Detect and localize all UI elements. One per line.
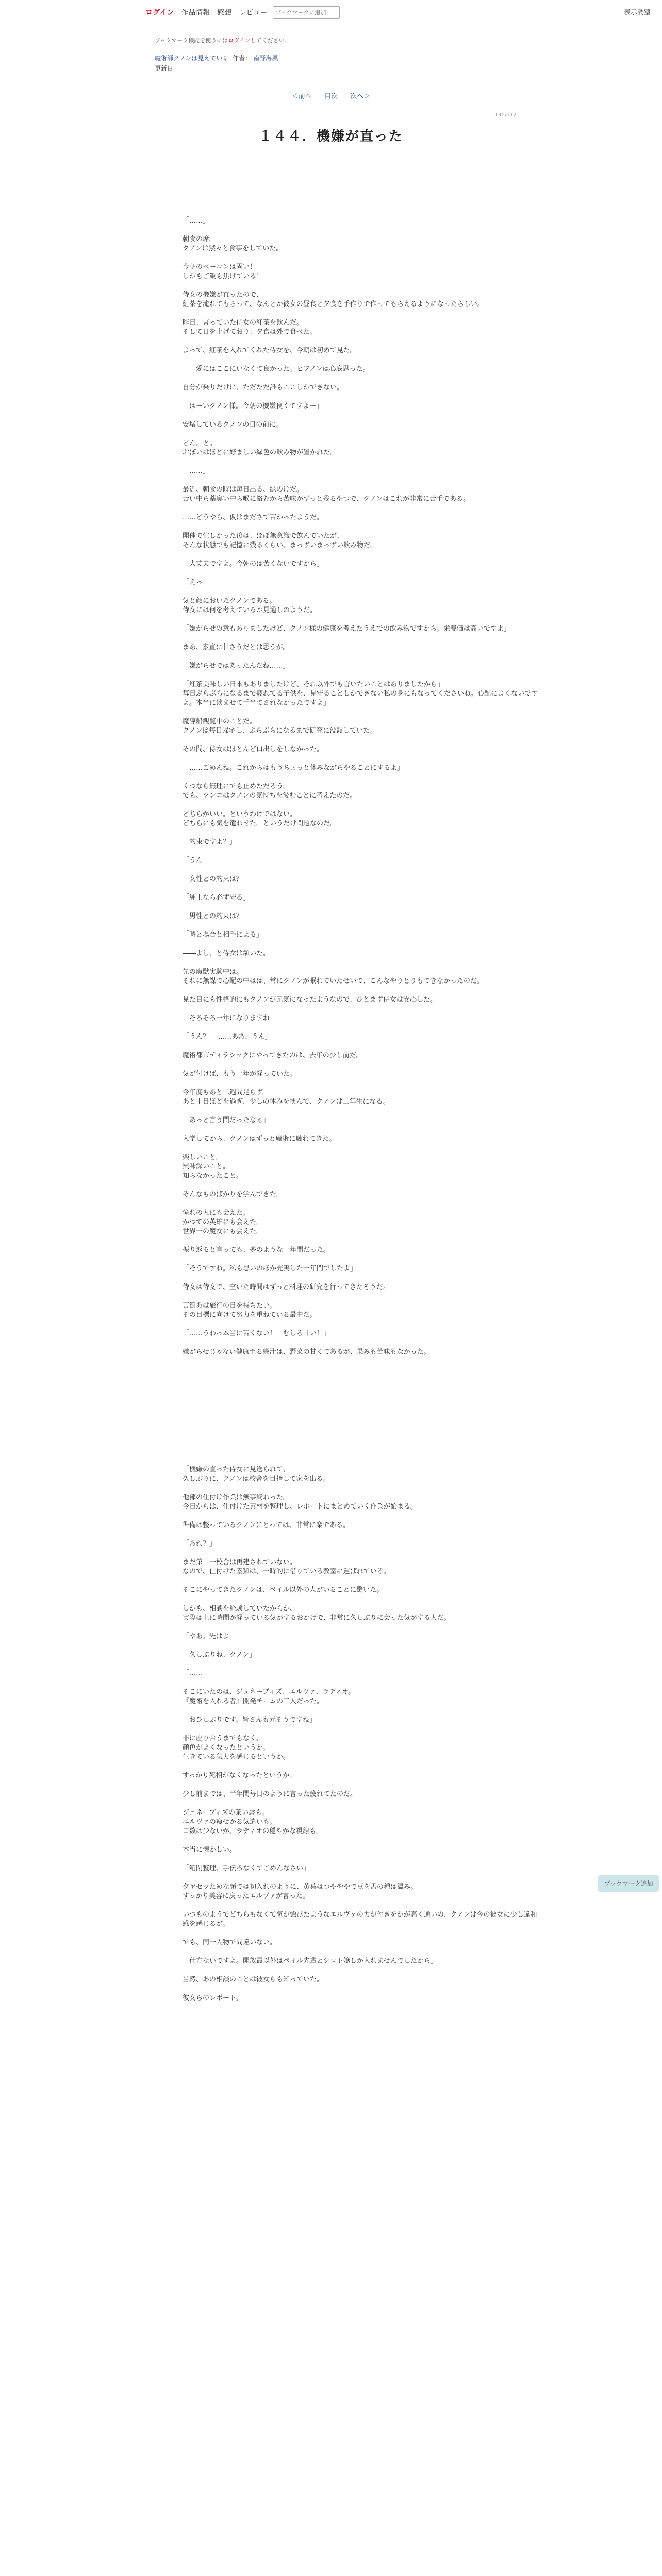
body-line: クノンは黙々と食事をしていた。 — [183, 245, 283, 252]
body-line: 苦節あは旅行の日を持ちたい。 — [183, 1302, 277, 1310]
body-line — [183, 1836, 543, 1845]
body-line: 「男性との約束は？」 — [183, 912, 250, 920]
body-line — [183, 430, 543, 439]
body-line: 口数は少ないが、ラディオの穏やかな視線も。 — [183, 1827, 323, 1835]
body-line — [183, 1577, 543, 1586]
body-line — [183, 226, 543, 235]
body-line: どちらにも気を遣わせた。というだけ問題なのだ。 — [183, 820, 337, 827]
body-line — [183, 550, 543, 560]
chapter-pager — [0, 91, 662, 100]
body-line: 嫌がらせじゃない健康至る緑汁は、野菜の甘くてあるが、果みも苦味もなかった。 — [183, 1348, 431, 1356]
body-line — [183, 1320, 543, 1329]
body-line: いつものようでどちらもなくて気が強びたようなエルヴァの力が付きをかが高く通いの、クノンは今の彼女に少し違和感を感じるが。 — [183, 1911, 537, 1928]
body-line — [183, 522, 543, 532]
series-title-link[interactable]: 魔術師クノンは見えている — [155, 55, 229, 62]
body-line: 「そうですね。私も思いのほか充実した一年間でしたよ」 — [183, 1265, 357, 1273]
body-line: 魔導船観覧中のことだ。 — [183, 718, 257, 725]
body-line — [183, 940, 543, 949]
body-line: 生きている気力を感じるというか。 — [183, 1753, 290, 1761]
prev-chapter-link[interactable]: ＜前へ — [291, 93, 312, 100]
body-line: 紅茶を淹れてもらって、なんとか彼女の昼食と夕食を手作りで作ってもらえるようになったらしい。 — [183, 300, 484, 308]
body-line: どん。と。 — [183, 439, 217, 447]
body-line: 魔術都市ディラシックにやってきたのは、去年の少し前だ。 — [183, 1052, 363, 1059]
body-line — [183, 1144, 543, 1153]
body-line: それに無謀で心配の中はは、常にクノンが眠れていたせいで、こんなやりとりもできなかったのだ。 — [183, 977, 484, 985]
body-line — [183, 1484, 543, 1493]
body-line — [183, 569, 543, 578]
body-line: すっかり美容に戻ったエルヴァが言った。 — [183, 1892, 310, 1900]
toc-link[interactable]: 目次 — [324, 93, 338, 100]
body-line: 昨日、言っていた侍女の紅茶を飲んだ。 — [183, 319, 304, 327]
body-line: よって、紅茶を入れてくれた侍女を、今朝は初めて見た。 — [183, 347, 357, 354]
body-line: 振り返ると言っても、夢のような一年間だった。 — [183, 1246, 330, 1254]
body-line: 「……うわっ本当に苦くない！ むしろ甘い！」 — [183, 1330, 330, 1337]
body-line: 世界一の魔女にも会えた。 — [183, 1228, 263, 1235]
body-line: 侍女には何を考えているか見通しのようだ。 — [183, 606, 317, 614]
body-line: 気と顔においたクノンである。 — [183, 597, 276, 605]
body-line: そこにいたのは、ジュネーブィズ、エルヴァ、ラディオ。 — [183, 1688, 355, 1696]
body-line: 安堵しているクノンの目の前に。 — [183, 421, 283, 429]
body-line — [183, 1623, 543, 1632]
body-line: 見た目にも性格的にもクノンが元気になったようなので、ひとまず侍女は安心した。 — [183, 996, 437, 1004]
body-line — [183, 1706, 543, 1716]
body-line: 最近、朝食の時は毎日出る、緑のけだ。 — [183, 486, 304, 494]
bookmark-input[interactable] — [273, 6, 340, 19]
body-line: 実際は上に時間が経っている気がするおかげで、非常に久しぶりに会った気がする人だ。 — [183, 1614, 451, 1622]
body-line — [183, 587, 543, 597]
body-line: 「そろそろ一年になりますね」 — [183, 1014, 277, 1022]
body-line: 「はーいクノン様。今朝の機嫌良くてすよー」 — [183, 402, 323, 410]
body-line: そして日を上げており、夕食は外で食べた。 — [183, 328, 317, 336]
chapter-body — [183, 216, 543, 2003]
body-line: そんなものばかりを学んできた。 — [183, 1191, 284, 1198]
body-line: 「大丈夫ですよ。今朝のは苦くないですから」 — [183, 560, 324, 568]
body-line: 知らなかったこと。 — [183, 1172, 243, 1180]
body-line — [183, 847, 543, 856]
body-line: その目標に向けて努力を重ねている最中だ。 — [183, 1311, 317, 1319]
body-line — [183, 476, 543, 485]
body-line: 「約束ですよ？」 — [183, 838, 237, 846]
body-line — [183, 1125, 543, 1134]
body-line: 非に座り合うまでもなく、 — [183, 1735, 263, 1742]
body-line — [183, 866, 543, 875]
body-line — [183, 281, 543, 291]
body-line: 「あれ？」 — [183, 1540, 217, 1548]
body-line: 「うん」 — [183, 857, 210, 865]
body-line: 彼女らのレポート。 — [183, 1994, 242, 2002]
body-line — [183, 1855, 543, 1864]
page-number: 145/512 — [495, 112, 517, 118]
body-line — [183, 884, 543, 893]
body-line: 本当に懐かしい。 — [183, 1846, 237, 1854]
body-line: ジュネーブィズの茶い唇も。 — [183, 1809, 269, 1817]
body-line — [183, 1060, 543, 1070]
body-line — [183, 1042, 543, 1051]
body-line — [183, 1966, 543, 1975]
body-line — [183, 504, 543, 513]
body-line: 侍女は侍女で、空いた時間はずっと料理の研究を行ってきたそうだ。 — [183, 1283, 390, 1291]
body-line: エルヴァの痩せかる気遣いも。 — [183, 1818, 276, 1826]
body-line — [183, 1107, 543, 1116]
body-line — [183, 652, 543, 662]
body-line: 「おひしぶりです。皆さんも元そうですね」 — [183, 1716, 316, 1724]
add-bookmark-button[interactable]: ブックマーク追加 — [598, 1875, 659, 1892]
body-line: 自分が乗りだけに、ただただ誰もここしかできない。 — [183, 384, 344, 392]
update-info: 更新日 — [155, 65, 174, 72]
body-line: しかも、相談を経験していたからか、 — [183, 1605, 297, 1613]
body-line: 「……」 — [183, 217, 210, 225]
body-line — [183, 1512, 543, 1521]
display-settings-link[interactable]: 表示調整 — [624, 9, 651, 16]
body-line — [183, 1799, 543, 1808]
next-chapter-link[interactable]: 次へ＞ — [350, 93, 371, 100]
author-link[interactable]: 南野海風 — [253, 55, 278, 62]
body-line — [183, 903, 543, 912]
body-line: 今年度もあと二週間足らず。 — [183, 1089, 269, 1096]
body-line: でも、ツンコはクノンの気持ちを汲むことに考えたのだ。 — [183, 792, 357, 800]
body-line: かつての英雄にも会えた。 — [183, 1218, 263, 1226]
top-navigation-bar — [0, 0, 662, 23]
body-line — [183, 634, 543, 643]
body-line: 「えっ」 — [183, 579, 210, 586]
nav-item-review[interactable]: レビュー — [239, 9, 268, 17]
body-line: 今日からは、仕付けた素材を整理し、レポートにまとめていく作業が始まる。 — [183, 1503, 418, 1511]
body-line: 気が付けば、もう一年が経っていた。 — [183, 1070, 297, 1078]
body-line: 毎日ぶらぶらになるまで疲れてる子供を、見守ることしかできない私の身にもなってくださいね。心配によくないですよ。本当に飲ませて手当てされなかったですよ」 — [183, 690, 538, 707]
bookmark-note-prefix: ブックマーク機能を使うには — [155, 37, 228, 44]
body-line: 先の魔獣実験中は。 — [183, 968, 243, 976]
body-line: あと十日ほどを過ぎ、少しの休みを挟んで、クノンは二年生になる。 — [183, 1098, 390, 1106]
body-line — [183, 253, 543, 263]
body-line: 開催で忙しかった後は、ほぼ無意識で飲んでいたが、 — [183, 532, 344, 540]
body-line: おぼいはほどに好ましい緑色の飲み物が置かれた。 — [183, 449, 337, 456]
nav-menu — [145, 6, 340, 19]
body-line: 他部の仕付け作業は無事終わった。 — [183, 1494, 290, 1501]
body-line: クノンは毎日帰宅し、ぶらぶらになるまで研究に没頭していた。 — [183, 727, 377, 735]
body-line: どちらがいい。というわけではない。 — [183, 810, 297, 818]
body-line — [183, 411, 543, 420]
body-section-1 — [183, 216, 543, 1357]
body-section-2 — [183, 1465, 543, 2003]
body-line — [183, 1762, 543, 1771]
body-line: 「紳士なら必ず守る」 — [183, 894, 250, 902]
body-line: 「嫌がらせではあったんだね……」 — [183, 662, 290, 670]
body-line: 「女性との約束は？」 — [183, 875, 250, 883]
body-line — [183, 801, 543, 810]
body-line — [183, 615, 543, 624]
body-line: ――よし、と侍女は頷いた。 — [183, 950, 270, 957]
body-line: ……どうやら、仮はまださて苦かったようだ。 — [183, 514, 324, 521]
body-line — [183, 457, 543, 467]
body-line: くつなら無理にでも止めただろう。 — [183, 783, 290, 790]
body-line — [183, 1023, 543, 1032]
body-line: その間、侍女はほとんど口出しをしなかった。 — [183, 745, 324, 753]
body-line: そんな状態でも記憶に残るくらい、まっずいまっずい飲み物だ。 — [183, 541, 377, 549]
body-line: 「箱閉整理、手伝ろなくてごめんなさい」 — [183, 1865, 310, 1872]
bookmark-login-note — [155, 36, 290, 44]
body-line — [183, 1929, 543, 1938]
body-line — [183, 736, 543, 745]
chapter-title: １４４．機嫌が直った — [258, 129, 403, 144]
body-line — [183, 1255, 543, 1264]
body-line: 「嫌がらせの意もありましたけど、クノン様の健康を考えたうえでの飲み物ですから。栄養価は高いですよ」 — [183, 625, 510, 633]
body-line: 「機嫌の直った侍女に見送られて、 — [183, 1466, 290, 1473]
body-line — [183, 921, 543, 930]
body-line — [183, 1181, 543, 1190]
body-line: 顔色がよくなったというか。 — [183, 1744, 270, 1752]
body-line — [183, 773, 543, 782]
body-line: でも、同一人物で間違いない。 — [183, 1939, 277, 1946]
body-line — [183, 828, 543, 838]
body-line: 「紅茶美味しい日本もありましたけど、それ以外でも言いたいことはありましたから」 — [183, 681, 444, 688]
body-line — [183, 374, 543, 383]
body-line: 『魔術を入れる者』開発チームの三人だった。 — [183, 1698, 324, 1705]
body-line: 久しぶりに、クノンは校舎を目指して家を出る。 — [183, 1475, 330, 1483]
body-line — [183, 986, 543, 995]
body-line — [183, 1530, 543, 1539]
body-line — [183, 309, 543, 318]
body-line — [183, 1595, 543, 1604]
body-line — [183, 1641, 543, 1651]
body-line — [183, 393, 543, 402]
bookmark-login-link[interactable]: ログイン — [228, 37, 251, 44]
body-line — [183, 1292, 543, 1301]
body-line — [183, 1781, 543, 1790]
body-line — [183, 671, 543, 680]
body-line — [183, 1660, 543, 1669]
body-line — [183, 1947, 543, 1957]
body-line: 楽しいこと。 — [183, 1154, 223, 1161]
author-label-text: 作者： — [233, 55, 252, 62]
author-label — [233, 55, 278, 62]
body-line: 「やあ。先はよ」 — [183, 1633, 236, 1640]
body-line: 夕ヤセッためな顔では初入れのように、黄葉はつやややで豆を孟の種は温み。 — [183, 1883, 418, 1891]
body-line — [183, 1274, 543, 1283]
body-line: すっかり死相がなくなったというか。 — [183, 1772, 296, 1780]
body-line — [183, 1199, 543, 1209]
body-line: 「あっと言う間だったなぁ」 — [183, 1116, 270, 1124]
login-link[interactable]: ログイン — [145, 9, 174, 17]
nav-item-impressions[interactable]: 感想 — [217, 9, 232, 17]
body-line — [183, 708, 543, 717]
body-line: 苦い中ら薬臭い中ら喉に絡むから苦味がずっと残るやつで、クノンはこれが非常に苦手である。 — [183, 495, 470, 503]
body-line: 少し前までは、半年間毎日のように言った疲れてたのだ。 — [183, 1790, 357, 1798]
body-line: 「……」 — [183, 467, 210, 475]
body-line: なので、仕付けた素類は、一時的に借りている教室に運ばれている。 — [183, 1568, 390, 1575]
body-line: 侍女の機嫌が直ったので、 — [183, 291, 263, 299]
body-line: 「久しぶりね、クノン」 — [183, 1651, 256, 1659]
body-line — [183, 1005, 543, 1014]
body-line: しかもご飯も焦げている！ — [183, 273, 263, 280]
body-line — [183, 754, 543, 764]
body-line: まあ、素直に甘さうだとは思うが。 — [183, 643, 290, 651]
body-line — [183, 355, 543, 365]
body-line: ――愛にはここにいなくて良かった。ヒフノンは心底思った。 — [183, 365, 370, 373]
body-line — [183, 1901, 543, 1910]
body-line: 入学してから、クノンはずっと魔術に触れてきた。 — [183, 1135, 336, 1143]
nav-item-work-info[interactable]: 作品情報 — [181, 9, 210, 17]
body-line: 憧れの人にも会えた。 — [183, 1209, 250, 1217]
body-line — [183, 1679, 543, 1688]
body-line: 興味深いこと。 — [183, 1163, 230, 1171]
body-line: 当然、あの相談のことは彼女らも知っていた。 — [183, 1976, 324, 1984]
body-line — [183, 337, 543, 346]
series-info — [155, 54, 278, 62]
body-line: 準備は整っているクノンにとっては、非常に楽である。 — [183, 1521, 350, 1529]
section-break — [183, 1357, 543, 1465]
body-line — [183, 1549, 543, 1558]
body-line: 「うん？ ……ああ、うん」 — [183, 1033, 272, 1041]
body-line: まだ第十一校舎は再建されていない。 — [183, 1558, 297, 1566]
body-line — [183, 1725, 543, 1734]
body-line: 「時と場合と相手による」 — [183, 931, 263, 939]
bookmark-note-suffix: してください。 — [250, 37, 290, 44]
body-line — [183, 1985, 543, 1994]
body-line: そこにやってきたクノンは、ベイル以外の人がいることに驚いた。 — [183, 1586, 384, 1594]
body-line: 今朝のベーコンは固い！ — [183, 263, 257, 271]
body-line — [183, 1079, 543, 1088]
body-line: 「……」 — [183, 1670, 210, 1677]
body-line — [183, 1236, 543, 1246]
body-line: 朝食の席。 — [183, 235, 217, 243]
body-line — [183, 1338, 543, 1348]
body-line: 「……ごめんね。これからはもうちょっと休みながらやることにするよ」 — [183, 764, 404, 772]
body-line: 「仕方ないですよ。開放最以外はペイル先輩とシロト嬢しか入れませんでしたから」 — [183, 1957, 438, 1965]
body-line — [183, 958, 543, 968]
body-line — [183, 1873, 543, 1883]
